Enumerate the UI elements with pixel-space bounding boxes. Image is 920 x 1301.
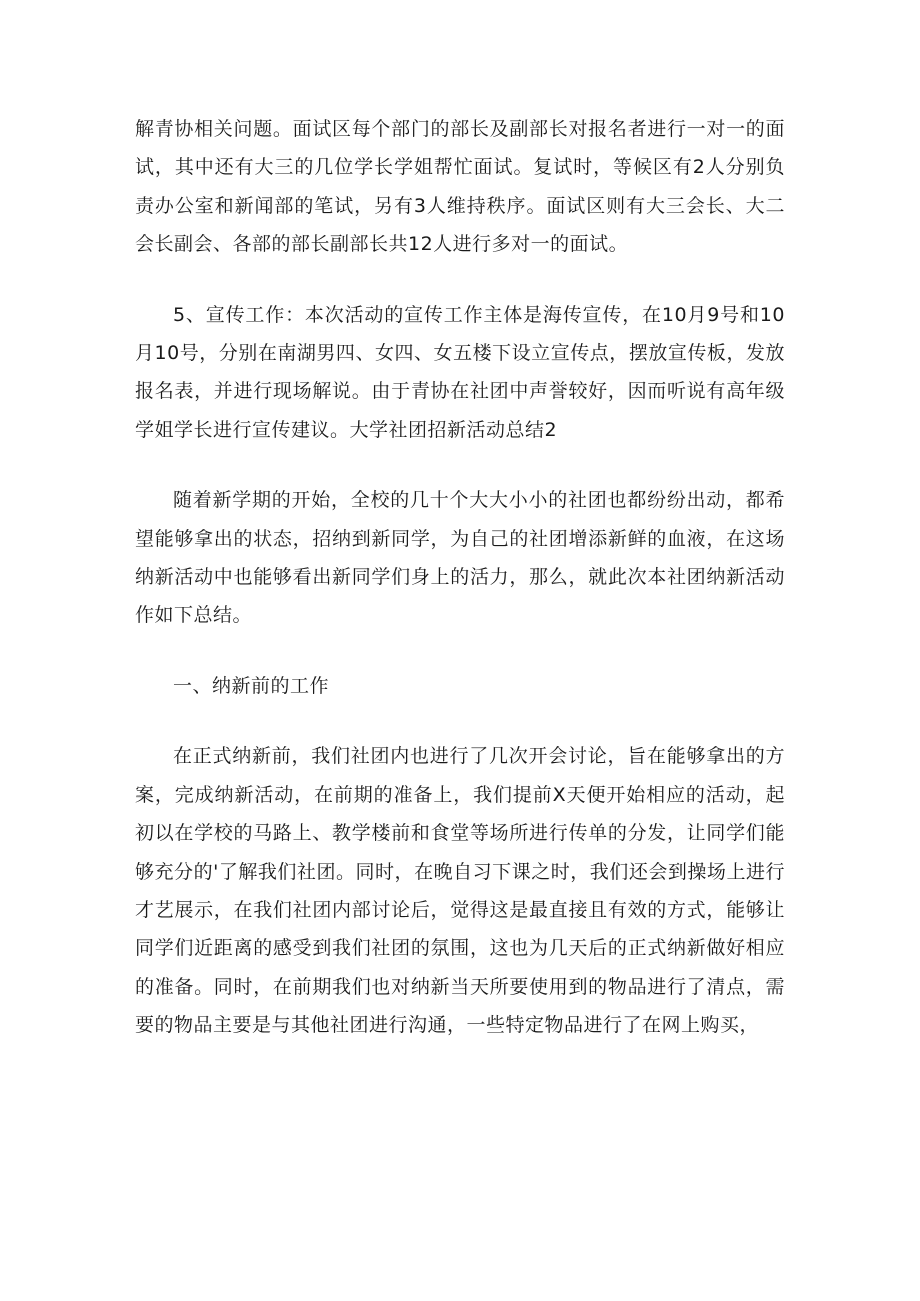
- paragraph-continuation: 解青协相关问题。面试区每个部门的部长及副部长对报名者进行一对一的面试，其中还有大三的几位学长学姐帮忙面试。复试时，等候区有2人分别负责办公室和新闻部的笔试，另有3人维持秩序。面试区则有大三会长、大二会长副会、各部的部长副部长共12人进行多对一的面试。: [135, 118, 785, 256]
- paragraph-intro: 随着新学期的开始，全校的几十个大大小小的社团也都纷纷出动，都希望能够拿出的状态，招纳到新同学，为自己的社团增添新鲜的血液，在这场纳新活动中也能够看出新同学们身上的活力，那么，就此次本社团纳新活动作如下总结。: [135, 489, 785, 627]
- document-body: [135, 110, 785, 1045]
- paragraph-pre-recruitment: 在正式纳新前，我们社团内也进行了几次开会讨论，旨在能够拿出的方案，完成纳新活动，在前期的准备上，我们提前X天便开始相应的活动，起初以在学校的马路上、教学楼前和食堂等场所进行传单的分发，让同学们能够充分的'了解我们社团。同时，在晚自习下课之时，我们还会到操场上进行才艺展示，在我们社团内部讨论后，觉得这是最直接且有效的方式，能够让同学们近距离的感受到我们社团的氛围，这也为几天后的正式纳新做好相应的准备。同时，在前期我们也对纳新当天所要使用到的物品进行了清点，需要的物品主要是与其他社团进行沟通，一些特定物品进行了在网上购买，: [135, 745, 785, 1037]
- paragraph-publicity-work: 5、宣传工作：本次活动的宣传工作主体是海传宣传，在10月9号和10月10号，分别在南湖男四、女四、女五楼下设立宣传点，摆放宣传板，发放报名表，并进行现场解说。由于青协在社团中声誉较好，因而听说有高年级学姐学长进行宣传建议。大学社团招新活动总结2: [135, 303, 785, 441]
- section-heading-pre-recruitment: 一、纳新前的工作: [173, 674, 330, 697]
